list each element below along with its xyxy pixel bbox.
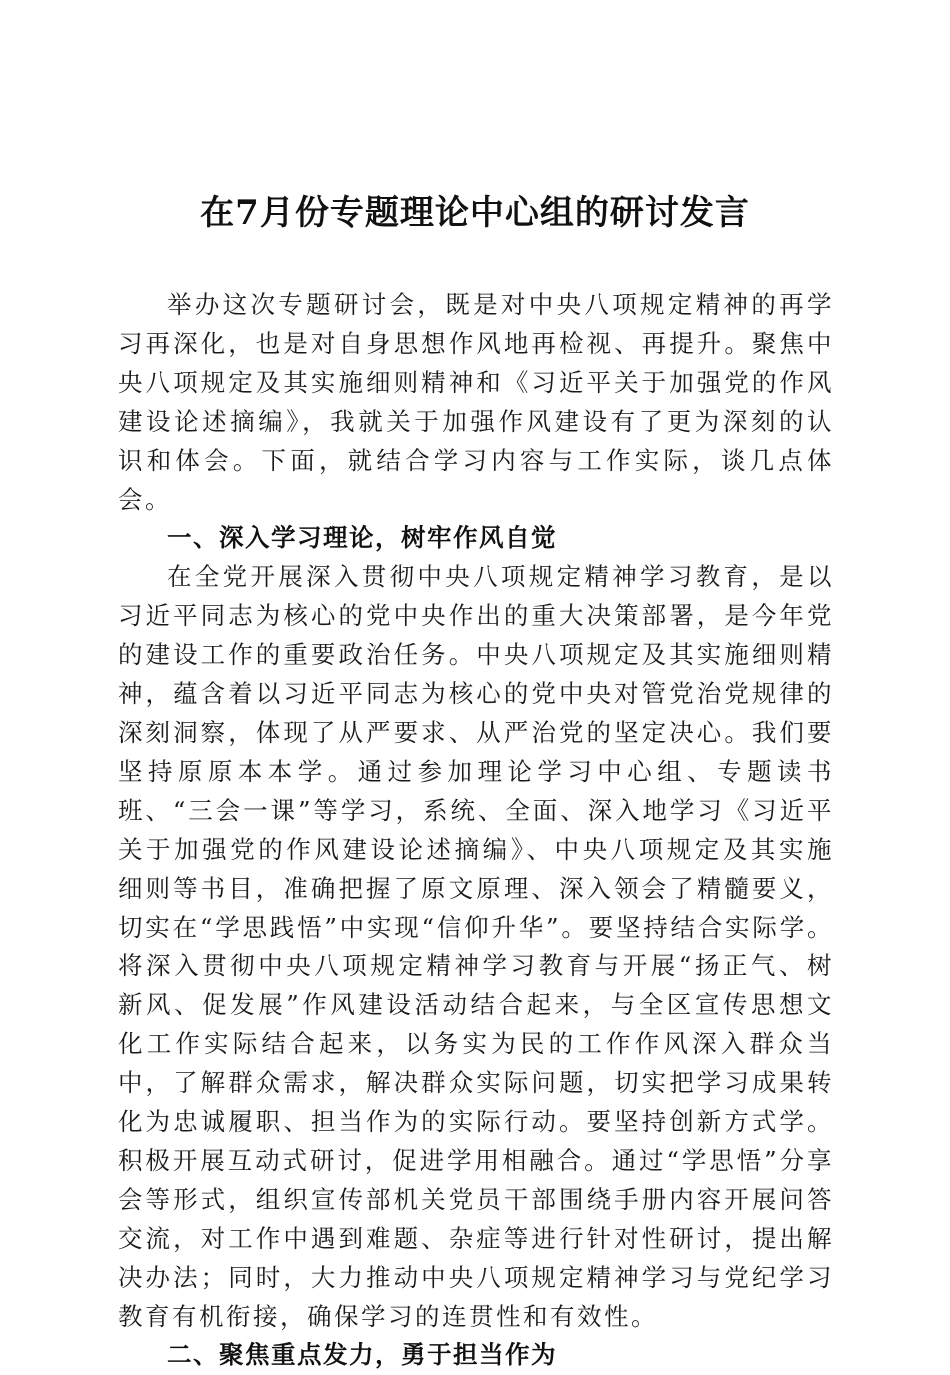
section-heading-1: 一、深入学习理论，树牢作风自觉: [167, 523, 557, 553]
document-body: [118, 286, 834, 1375]
document-title: 在7月份专题理论中心组的研讨发言: [200, 193, 750, 233]
section-heading-2: 二、聚焦重点发力，勇于担当作为: [167, 1340, 557, 1370]
section-paragraph-1: 在全党开展深入贯彻中央八项规定精神学习教育，是以习近平同志为核心的党中央作出的重大决策部署，是今年党的建设工作的重要政治任务。中央八项规定及其实施细则精神，蕴含着以习近平同志为核心的党中央对管党治党规律的深刻洞察，体现了从严要求、从严治党的坚定决心。我们要坚持原原本本学。通过参加理论学习中心组、专题读书班、“三会一课”等学习，系统、全面、深入地学习《习近平关于加强党的作风建设论述摘编》、中央八项规定及其实施细则等书目，准确把握了原文原理、深入领会了精髓要义，切实在“学思践悟”中实现“信仰升华”。要坚持结合实际学。将深入贯彻中央八项规定精神学习教育与开展“扬正气、树新风、促发展”作风建设活动结合起来，与全区宣传思想文化工作实际结合起来，以务实为民的工作作风深入群众当中，了解群众需求，解决群众实际问题，切实把学习成果转化为忠诚履职、担当作为的实际行动。要坚持创新方式学。积极开展互动式研讨，促进学用相融合。通过“学思悟”分享会等形式，组织宣传部机关党员干部围绕手册内容开展问答交流，对工作中遇到难题、杂症等进行针对性研讨，提出解决办法；同时，大力推动中央八项规定精神学习与党纪学习教育有机衔接，确保学习的连贯性和有效性。: [118, 562, 834, 1331]
intro-paragraph: 举办这次专题研讨会，既是对中央八项规定精神的再学习再深化，也是对自身思想作风地再检视、再提升。聚焦中央八项规定及其实施细则精神和《习近平关于加强党的作风建设论述摘编》，我就关于加强作风建设有了更为深刻的认识和体会。下面，就结合学习内容与工作实际，谈几点体会。: [118, 290, 834, 514]
